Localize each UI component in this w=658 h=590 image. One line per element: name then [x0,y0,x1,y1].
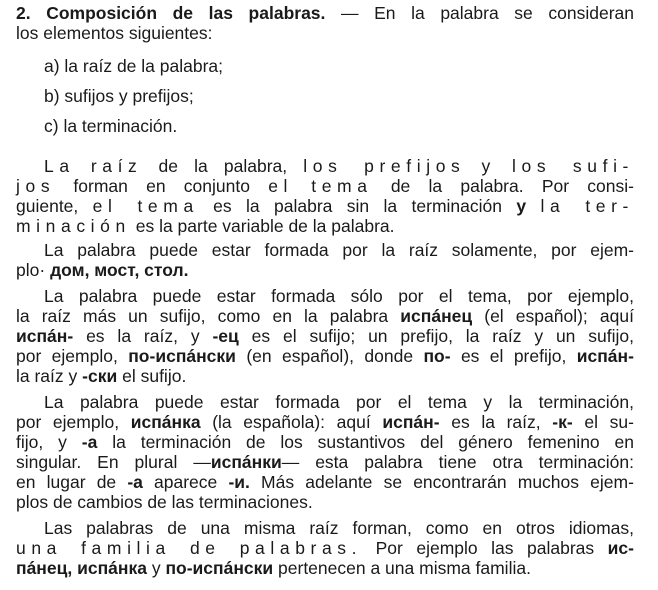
russian-example: -и. [228,472,250,492]
russian-example: пáнец, испáнка [16,558,147,578]
russian-example: по- [423,346,451,366]
bold-word: y [516,196,527,216]
text: singular. En plural — [16,452,211,472]
russian-example: -ец [212,326,239,346]
spaced-word: el [268,176,294,196]
p4-line-5 [16,472,634,492]
spaced-word: y [481,156,496,176]
spaced-word: el tema [92,196,199,216]
intro-text: — En la palabra se consideran [341,3,634,23]
p3-line-3 [16,326,634,346]
text: por ejemplo, [16,346,118,366]
russian-example: дом, мост, стол. [50,260,189,280]
list-item-c: c) la terminación. [44,116,178,136]
text: de la palabra. Por consi- [390,176,634,196]
p3-line-1: La palabra puede estar formada sólo por el tema, por ejemplo, [44,286,634,306]
text: plo· [16,260,46,280]
spaced-word: La [44,156,75,176]
p4-line-4 [16,452,634,472]
text: es la raíz, y [86,326,200,346]
text: fijo, y [16,432,67,452]
text: guiente, [16,196,79,216]
p4-line-3 [16,432,634,452]
russian-example: -ски [82,366,118,386]
spaced-word: raíz [90,156,143,176]
text: es la parte variable de la palabra. [135,216,395,236]
text: Por ejemplo las palabras [375,538,595,558]
text: y [151,558,161,578]
text: en lugar de [16,472,117,492]
text: (el español); aquí [484,306,634,326]
p5-line-1: Las palabras de una misma raíz forman, como en otros idiomas, [44,518,634,538]
p3-line-4 [16,346,634,366]
spaced-word: minación [16,216,131,236]
russian-example: -а [81,432,98,452]
text: aparece [154,472,218,492]
spaced-word: tema [311,176,373,196]
russian-example: испáн- [16,326,74,346]
text: pertenecen a una misma familia. [278,558,531,578]
spaced-word: jos [16,176,56,196]
text: la raíz más un sufijo, como en la palabra [16,306,389,326]
text: por ejemplo, [16,412,120,432]
p2-line-1: La palabra puede estar formada por la raíz solamente, por ejem- [44,240,634,260]
p1-line-1 [44,156,634,176]
text: de la palabra, [158,156,288,176]
p2-line-2 [16,260,634,280]
russian-example: испáн- [382,412,440,432]
p5-line-2 [16,538,634,558]
list-item-a: a) la raíz de la palabra; [44,56,223,76]
text: forman en conjunto [73,176,250,196]
p1-line-4 [16,216,634,236]
russian-example: испáнка [130,412,201,432]
section-heading: 2. Composición de las palabras. [16,3,326,23]
spaced-word: la ter- [540,196,634,216]
text: (la española): aquí [212,412,371,432]
spaced-phrase: una familia de palabras. [16,538,363,558]
text: la raíz y [16,366,78,386]
p3-line-2 [16,306,634,326]
russian-example: по-испáнски [165,558,274,578]
russian-example: -к- [552,412,573,432]
text: (en español), donde [246,346,414,366]
russian-example: испáнки [210,452,282,472]
russian-example: испáн- [576,346,634,366]
text: es la palabra sin la terminación [213,196,503,216]
p3-line-5 [16,366,634,386]
russian-example: -а [127,472,143,492]
text: el sufijo. [122,366,187,386]
p5-line-3 [16,558,634,578]
section-heading-line [16,3,634,23]
intro-line-2: los elementos siguientes: [16,23,213,43]
text: — esta palabra tiene otra terminación: [281,452,634,472]
text: Más adelante se encontrarán muchos ejem- [261,472,634,492]
text: la terminación de los sustantivos del género femenino en [112,432,634,452]
p1-line-3 [16,196,634,216]
p4-line-1: La palabra puede estar formada por el tema y la terminación, [44,392,634,412]
list-item-b: b) sufijos y prefijos; [44,86,194,106]
text: el su- [584,412,634,432]
spaced-word: los sufi- [512,156,634,176]
spaced-word: los prefijos [303,156,466,176]
p4-line-2 [16,412,634,432]
p1-line-2 [16,176,634,196]
text: es el sufijo; un prefijo, la raíz y un sufijo, [251,326,634,346]
russian-example: испáнец [400,306,473,326]
text: es el prefijo, [460,346,567,366]
text: es la raíz, [451,412,541,432]
russian-example: ис- [607,538,634,558]
p4-line-6: plos de cambios de las terminaciones. [16,492,313,512]
russian-example: по-испáнски [128,346,236,366]
